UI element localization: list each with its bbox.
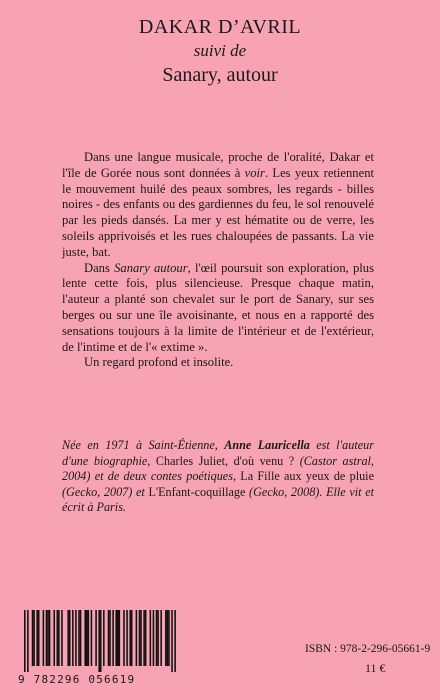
author-bio xyxy=(62,438,374,516)
barcode-bar xyxy=(95,610,97,666)
barcode-bar xyxy=(174,610,176,672)
barcode-bar xyxy=(46,610,48,666)
summary-p1-part-b: . Les yeux retiennent le mouvement huilé des peaux sombres, les regards - billes noires - des enfants ou des gardiennes du feu, le sol renouvelé par les pieds dansés. La mer y est hématite ou de verre, les soleils apprivoisés et les rues chaloupées de passants. La vie juste, bat. xyxy=(62,165,374,259)
barcode-bar xyxy=(27,610,29,672)
barcode-bar xyxy=(103,610,105,666)
barcode-bar xyxy=(156,610,158,666)
barcode-bar xyxy=(84,610,86,666)
barcode-bar xyxy=(165,610,167,666)
barcode-bar xyxy=(157,610,159,666)
barcode-bar xyxy=(33,610,35,666)
barcode-bar xyxy=(53,610,55,666)
barcode-bar xyxy=(38,610,40,666)
barcode-bar xyxy=(109,610,111,666)
barcode-bar xyxy=(153,610,155,666)
book-title: DAKAR D’AVRIL xyxy=(138,16,302,38)
summary-p2-part-a: Dans xyxy=(84,260,115,275)
barcode-bar xyxy=(78,610,80,666)
bio-book-2: La Fille aux yeux de pluie xyxy=(240,469,374,484)
barcode-bar xyxy=(129,610,131,666)
barcode-bar xyxy=(115,610,117,666)
barcode-bar xyxy=(126,610,128,666)
barcode-bar xyxy=(67,610,69,666)
summary-paragraph-3: Un regard profond et insolite. xyxy=(84,355,234,370)
summary-p1-part-a: Dans une langue musicale, proche de l'oralité, Dakar et l'île de Gorée nous sont données à xyxy=(62,150,374,180)
bio-part-e: (Gecko, 2008). Elle vit et écrit à Paris. xyxy=(62,484,374,515)
bio-book-1: Charles Juliet, d'où venu ? xyxy=(155,453,295,468)
barcode-bar xyxy=(80,610,82,666)
book-second-title: Sanary, autour xyxy=(162,64,278,86)
summary-paragraph-2 xyxy=(62,261,374,356)
barcode-bar xyxy=(160,610,162,666)
summary-paragraph-1 xyxy=(62,150,374,261)
barcode-bar xyxy=(168,610,170,666)
barcode-bar xyxy=(117,610,119,666)
price-text: 11 € xyxy=(365,661,386,675)
barcode-bar xyxy=(145,610,147,666)
barcode-bar xyxy=(143,610,145,666)
barcode-bar xyxy=(119,610,121,666)
bio-part-d: (Gecko, 2007) et xyxy=(62,484,149,499)
barcode-bar xyxy=(75,610,77,666)
barcode-bar xyxy=(167,610,169,666)
barcode-bar xyxy=(43,610,45,666)
barcode-bar xyxy=(150,610,152,666)
barcode-bar xyxy=(100,610,102,672)
barcode-bar xyxy=(98,610,100,672)
bio-book-3: L'Enfant-coquillage xyxy=(148,484,246,499)
barcode-bar xyxy=(140,610,142,666)
bio-part-b: est l'auteur d'une biographie, xyxy=(62,438,374,468)
barcode-bar xyxy=(36,610,38,666)
barcode-bar xyxy=(108,610,110,666)
barcode-bar xyxy=(47,610,49,666)
barcode-bar xyxy=(58,610,60,666)
barcode xyxy=(18,610,178,690)
barcode-bar xyxy=(86,610,88,666)
summary-p1-emphasis: voir xyxy=(244,165,265,180)
barcode-bar xyxy=(61,610,63,666)
author-name: Anne Lauricella xyxy=(224,438,310,452)
summary-p2-part-b: , l'œil poursuit son exploration, plus lente cette fois, plus silencieuse. Presque chaque matin, l'auteur a planté son chevalet sur le port de Sanary, sur ses berges ou sur une île avoisinante, et nous en a rapporté des sensations toujours à la limite de l'intérieur et de l'extérieur, de l'intime et de l'« extime ». xyxy=(62,260,375,354)
barcode-bar xyxy=(112,610,114,666)
barcode-bar xyxy=(88,610,90,666)
barcode-bar xyxy=(69,610,71,666)
title-block xyxy=(0,14,440,88)
barcode-digits: 9 782296 056619 xyxy=(18,673,136,686)
barcode-bar xyxy=(136,610,138,666)
barcode-bar xyxy=(171,610,173,672)
barcode-bar xyxy=(49,610,51,666)
barcode-bar xyxy=(57,610,59,666)
barcode-bar xyxy=(139,610,141,666)
barcode-bar xyxy=(24,610,26,672)
isbn-text: ISBN : 978-2-296-05661-9 xyxy=(305,643,431,655)
barcode-bars xyxy=(18,610,178,672)
barcode-bar xyxy=(91,610,93,666)
barcode-bar xyxy=(32,610,34,666)
barcode-bar xyxy=(123,610,125,666)
summary-p2-title: Sanary autour xyxy=(114,260,188,275)
barcode-bar xyxy=(131,610,133,666)
bio-part-a: Née en 1971 à Saint-Étienne, xyxy=(62,438,225,452)
book-subtitle: suivi de xyxy=(193,41,247,60)
bio-part-c: (Castor astral, 2004) et de deux contes poétiques, xyxy=(62,453,374,484)
summary-text xyxy=(62,150,374,371)
barcode-bar xyxy=(72,610,74,666)
